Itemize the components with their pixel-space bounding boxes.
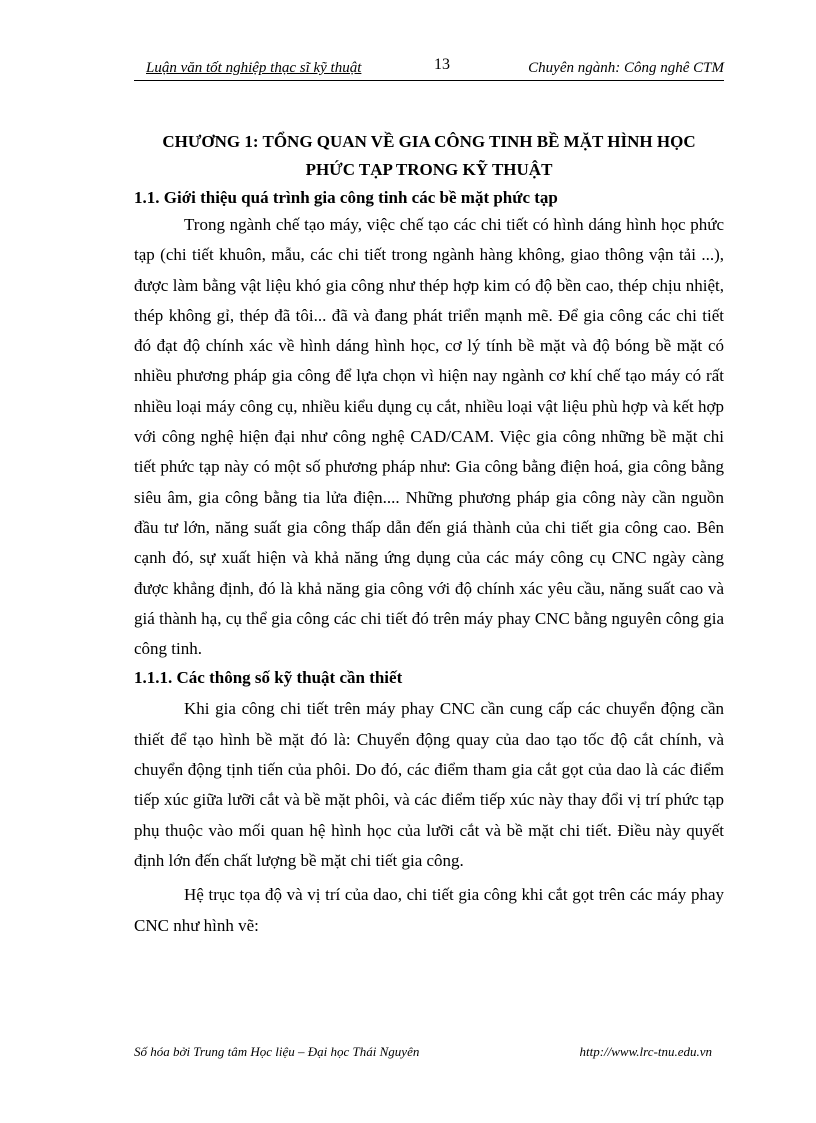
section-1-1-1-paragraph-2: Hệ trục tọa độ và vị trí của dao, chi tiết gia công khi cắt gọt trên các máy phay CNC như hình vẽ: — [134, 885, 724, 935]
section-heading-1-1-1: 1.1.1. Các thông số kỹ thuật cần thiết — [134, 668, 403, 688]
footer-digitized-by: Số hóa bởi Trung tâm Học liệu – Đại học Thái Nguyên — [134, 1044, 420, 1059]
section-1-1-1-paragraph-1: Khi gia công chi tiết trên máy phay CNC cần cung cấp các chuyển động cần thiết để tạo hình bề mặt đó là: Chuyển động quay của dao tạo tốc độ cắt chính, và chuyển động tịnh tiến của phôi. Do đó, các điểm tham gia cắt gọt của dao là các điểm tiếp xúc giữa lưỡi cắt và bề mặt phôi, và các điểm tiếp xúc này thay đổi vị trí phức tạp phụ thuộc vào mối quan hệ hình học của lưỡi cắt và bề mặt chi tiết. Điều này quyết định lớn đến chất lượng bề mặt chi tiết gia công. — [134, 699, 724, 870]
page-number: 13 — [434, 56, 450, 73]
section-heading-1-1: 1.1. Giới thiệu quá trình gia công tinh các bề mặt phức tạp — [134, 188, 558, 207]
chapter-title-line-1: CHƯƠNG 1: TỔNG QUAN VỀ GIA CÔNG TINH BỀ MẶT HÌNH HỌC — [162, 132, 696, 151]
chapter-title — [134, 128, 724, 184]
footer-url: http://www.lrc-tnu.edu.vn — [579, 1044, 712, 1059]
chapter-title-line-2: PHỨC TẠP TRONG KỸ THUẬT — [305, 160, 553, 179]
page-body — [134, 128, 724, 941]
header-thesis-title: Luận văn tốt nghiệp thạc sĩ kỹ thuật — [146, 60, 362, 76]
header-major: Chuyên ngành: Công nghê CTM — [528, 60, 724, 76]
page-header — [134, 56, 724, 81]
section-1-1-paragraph: Trong ngành chế tạo máy, việc chế tạo các chi tiết có hình dáng hình học phức tạp (chi tiết khuôn, mẫu, các chi tiết trong ngành hàng không, giao thông vận tải ...), được làm bằng vật liệu khó gia công như thép hợp kim có độ bền cao, thép chịu nhiệt, thép không gỉ, thép đã tôi... đã và đang phát triển mạnh mẽ. Để gia công các chi tiết đó đạt độ chính xác về hình dáng hình học, cơ lý tính bề mặt và độ bóng bề mặt có nhiều phương pháp gia công để lựa chọn vì hiện nay ngành cơ khí chế tạo máy có rất nhiều loại máy công cụ, nhiều kiểu dụng cụ cắt, nhiều loại vật liệu phù hợp và kết hợp với công nghệ hiện đại như công nghệ CAD/CAM. Việc gia công những bề mặt chi tiết phức tạp này có một số phương pháp như: Gia công bằng điện hoá, gia công bằng siêu âm, gia công bằng tia lửa điện.... Những phương pháp gia công này cần nguồn đầu tư lớn, năng suất gia công thấp dẫn đến giá thành của chi tiết gia công cao. Bên cạnh đó, sự xuất hiện và khả năng ứng dụng của các máy công cụ CNC ngày càng được khẳng định, đó là khả năng gia công với độ chính xác yêu cầu, năng suất cao và giá thành hạ, cụ thể gia công các chi tiết đó trên máy phay CNC bằng nguyên công gia công tinh. — [134, 215, 724, 659]
